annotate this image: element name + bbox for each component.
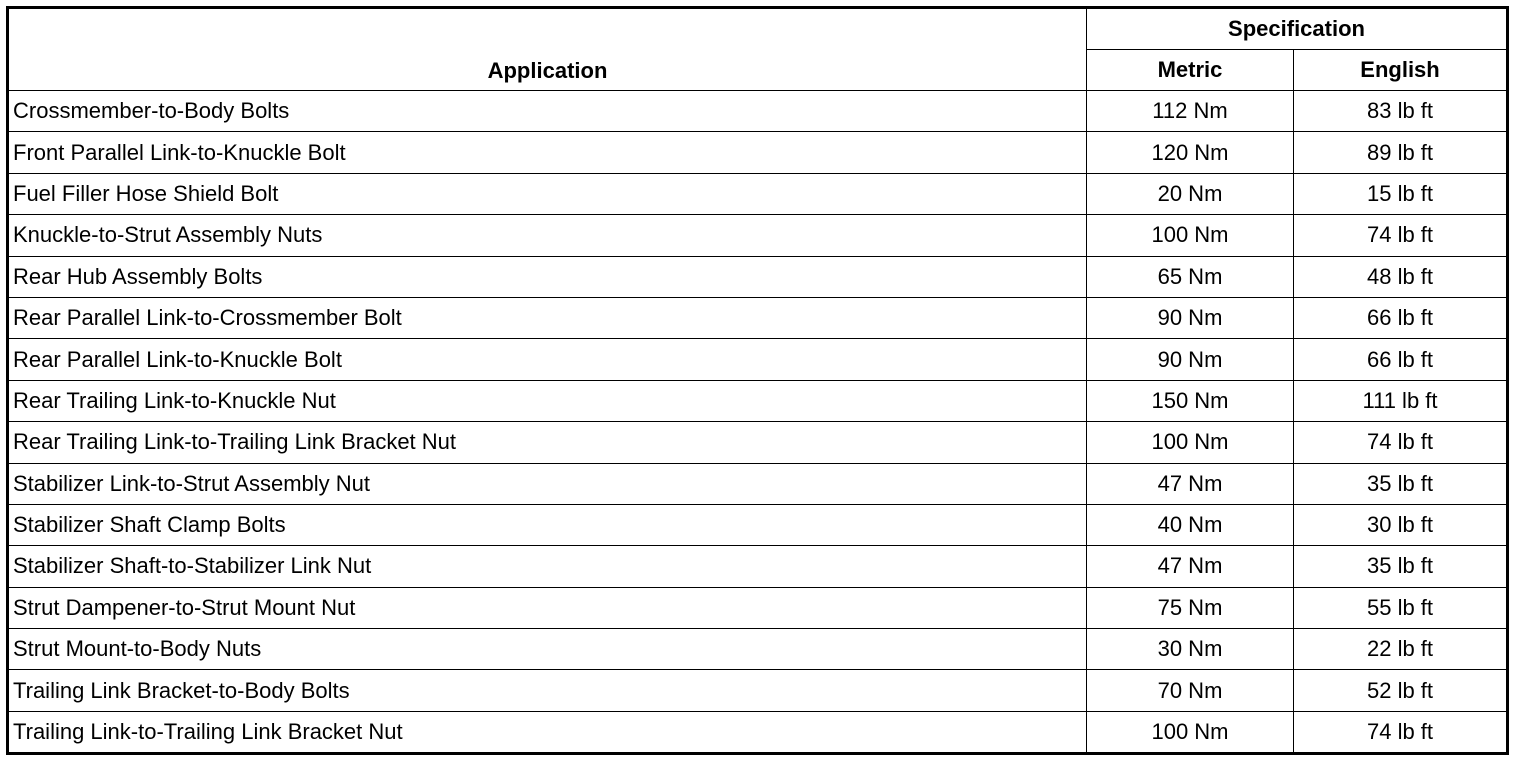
english-cell: 66 lb ft — [1294, 339, 1508, 380]
metric-cell: 40 Nm — [1087, 504, 1294, 545]
table-header — [8, 8, 1508, 91]
application-cell: Strut Dampener-to-Strut Mount Nut — [8, 587, 1087, 628]
english-cell: 89 lb ft — [1294, 132, 1508, 173]
metric-cell: 112 Nm — [1087, 91, 1294, 132]
table-row — [8, 256, 1508, 297]
application-cell: Strut Mount-to-Body Nuts — [8, 629, 1087, 670]
metric-cell: 120 Nm — [1087, 132, 1294, 173]
metric-cell: 75 Nm — [1087, 587, 1294, 628]
application-cell: Rear Hub Assembly Bolts — [8, 256, 1087, 297]
table-row — [8, 132, 1508, 173]
table-row — [8, 297, 1508, 338]
metric-cell: 65 Nm — [1087, 256, 1294, 297]
english-cell: 55 lb ft — [1294, 587, 1508, 628]
specification-header: Specification — [1087, 8, 1508, 50]
application-cell: Fuel Filler Hose Shield Bolt — [8, 173, 1087, 214]
application-cell: Stabilizer Shaft-to-Stabilizer Link Nut — [8, 546, 1087, 587]
application-cell: Trailing Link-to-Trailing Link Bracket Nut — [8, 711, 1087, 753]
english-cell: 22 lb ft — [1294, 629, 1508, 670]
table-row — [8, 91, 1508, 132]
english-cell: 48 lb ft — [1294, 256, 1508, 297]
metric-cell: 100 Nm — [1087, 422, 1294, 463]
metric-cell: 100 Nm — [1087, 215, 1294, 256]
metric-cell: 90 Nm — [1087, 297, 1294, 338]
application-header: Application — [8, 8, 1087, 91]
application-cell: Rear Parallel Link-to-Crossmember Bolt — [8, 297, 1087, 338]
table-row — [8, 422, 1508, 463]
metric-header: Metric — [1087, 50, 1294, 91]
english-cell: 74 lb ft — [1294, 215, 1508, 256]
table-row — [8, 587, 1508, 628]
table-row — [8, 215, 1508, 256]
application-cell: Trailing Link Bracket-to-Body Bolts — [8, 670, 1087, 711]
metric-cell: 20 Nm — [1087, 173, 1294, 214]
english-cell: 83 lb ft — [1294, 91, 1508, 132]
application-cell: Crossmember-to-Body Bolts — [8, 91, 1087, 132]
metric-cell: 90 Nm — [1087, 339, 1294, 380]
table-row — [8, 380, 1508, 421]
metric-cell: 47 Nm — [1087, 546, 1294, 587]
metric-cell: 70 Nm — [1087, 670, 1294, 711]
table-row — [8, 711, 1508, 753]
english-header: English — [1294, 50, 1508, 91]
metric-cell: 150 Nm — [1087, 380, 1294, 421]
english-cell: 52 lb ft — [1294, 670, 1508, 711]
table-row — [8, 546, 1508, 587]
english-cell: 74 lb ft — [1294, 422, 1508, 463]
header-row-top — [8, 8, 1508, 50]
table-row — [8, 173, 1508, 214]
english-cell: 35 lb ft — [1294, 463, 1508, 504]
fastener-torque-table — [6, 6, 1509, 755]
table-row — [8, 629, 1508, 670]
metric-cell: 47 Nm — [1087, 463, 1294, 504]
application-cell: Rear Trailing Link-to-Trailing Link Bracket Nut — [8, 422, 1087, 463]
table-row — [8, 670, 1508, 711]
metric-cell: 100 Nm — [1087, 711, 1294, 753]
application-cell: Knuckle-to-Strut Assembly Nuts — [8, 215, 1087, 256]
english-cell: 74 lb ft — [1294, 711, 1508, 753]
application-cell: Rear Parallel Link-to-Knuckle Bolt — [8, 339, 1087, 380]
english-cell: 30 lb ft — [1294, 504, 1508, 545]
english-cell: 15 lb ft — [1294, 173, 1508, 214]
application-cell: Front Parallel Link-to-Knuckle Bolt — [8, 132, 1087, 173]
table-row — [8, 463, 1508, 504]
table-body — [8, 91, 1508, 754]
english-cell: 66 lb ft — [1294, 297, 1508, 338]
application-cell: Rear Trailing Link-to-Knuckle Nut — [8, 380, 1087, 421]
english-cell: 35 lb ft — [1294, 546, 1508, 587]
table-row — [8, 339, 1508, 380]
application-cell: Stabilizer Shaft Clamp Bolts — [8, 504, 1087, 545]
metric-cell: 30 Nm — [1087, 629, 1294, 670]
table-row — [8, 504, 1508, 545]
english-cell: 111 lb ft — [1294, 380, 1508, 421]
application-cell: Stabilizer Link-to-Strut Assembly Nut — [8, 463, 1087, 504]
